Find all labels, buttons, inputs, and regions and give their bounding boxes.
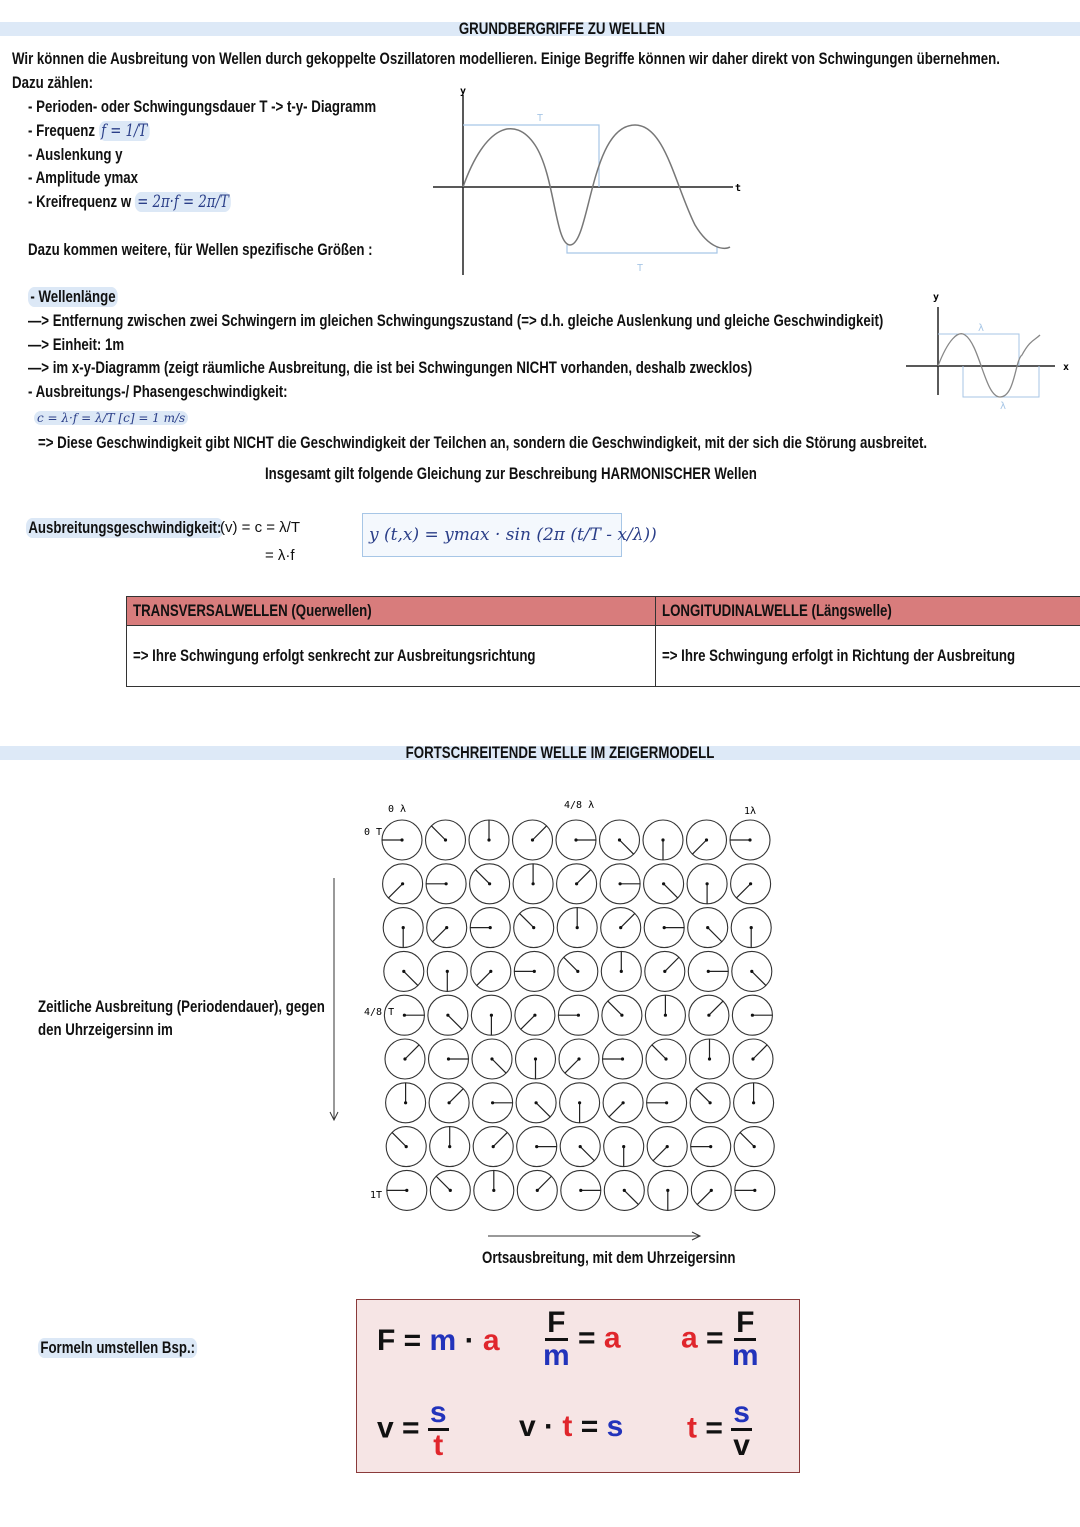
phasor-center — [402, 970, 405, 973]
ausbreitung-heading: - Ausbreitungs-/ Phasengeschwindigkeit: — [28, 382, 288, 401]
phasor-cell — [426, 820, 466, 860]
phasor-center — [578, 1101, 581, 1104]
item-periode: - Perioden- oder Schwingungsdauer T -> t-y- Diagramm — [28, 97, 377, 116]
phasor-center — [492, 1189, 495, 1192]
phasor-pointer — [436, 1176, 450, 1190]
phasor-cell — [472, 1039, 512, 1079]
phasor-cell — [514, 908, 554, 948]
phasor-center — [620, 970, 623, 973]
phasor-cell — [430, 1127, 470, 1167]
phasor-center — [666, 1145, 669, 1148]
xy-lambda-label: λ — [978, 323, 985, 334]
phasor-pointer — [564, 957, 578, 971]
phasor-pointer — [431, 826, 445, 840]
phasor-pointer — [753, 1045, 767, 1059]
phasor-center — [492, 1145, 495, 1148]
phasor-center — [577, 1057, 580, 1060]
ty-x-label: t — [735, 183, 742, 194]
phasor-cell — [560, 1083, 600, 1123]
col-label-0: 0 λ — [388, 804, 407, 815]
phasor-center — [490, 1014, 493, 1017]
phasor-pointer — [665, 957, 679, 971]
item-frequenz: - Frequenz f = 1/T — [28, 121, 150, 141]
diese-text: => Diese Geschwindigkeit gibt NICHT die Geschwindigkeit der Teilchen an, sondern die Geschwindigkeit, mit der sich die Störung ausbreitet. — [38, 433, 928, 452]
table-header-longitudinal: LONGITUDINALWELLE (Längswelle) — [662, 601, 892, 620]
phasor-center — [532, 882, 535, 885]
phasor-pointer — [492, 1059, 506, 1073]
phasor-cell — [690, 1039, 730, 1079]
phasor-cell — [601, 951, 641, 991]
phasor-pointer — [520, 913, 534, 927]
phasor-center — [445, 926, 448, 929]
ty-diagram — [425, 85, 755, 280]
phasor-cell — [558, 951, 598, 991]
formula-box — [356, 1299, 800, 1473]
item-kreisfrequenz: - Kreifrequenz w = 2π·f = 2π/T — [28, 192, 231, 212]
phasor-cell — [734, 1083, 774, 1123]
phasor-cell — [735, 1170, 775, 1210]
phasor-cell — [604, 1170, 644, 1210]
phasor-center — [446, 1014, 449, 1017]
phasor-pointer — [475, 870, 489, 884]
phasor-cell — [600, 864, 640, 904]
phasor-cell — [384, 951, 424, 991]
phasor-center — [753, 1145, 756, 1148]
phasor-cell — [601, 908, 641, 948]
phasor-center — [619, 926, 622, 929]
phasor-cell — [383, 908, 423, 948]
phasor-cell — [645, 995, 685, 1035]
phasor-center — [445, 882, 448, 885]
phasor-cell — [557, 908, 597, 948]
phasor-cell — [690, 1083, 730, 1123]
phasor-center — [707, 970, 710, 973]
phasor-center — [448, 1145, 451, 1148]
item-auslenkung: - Auslenkung y — [28, 145, 123, 164]
xy-x-label: x — [1063, 362, 1070, 373]
phasor-center — [575, 882, 578, 885]
phasor-pointer — [477, 971, 491, 985]
phasor-pointer — [736, 884, 750, 898]
phasor-cell — [430, 1170, 470, 1210]
table-cell-longitudinal: => Ihre Schwingung erfolgt in Richtung der Ausbreitung — [662, 646, 1016, 665]
phasor-cell — [473, 1127, 513, 1167]
phasor-center — [534, 1057, 537, 1060]
phasor-cell — [688, 951, 728, 991]
phasor-cell — [600, 820, 640, 860]
phasor-cell — [382, 820, 422, 860]
phasor-pointer — [624, 1190, 638, 1204]
item-amplitude: - Amplitude ymax — [28, 168, 139, 187]
table-header-transversal: TRANSVERSALWELLEN (Querwellen) — [133, 601, 372, 620]
phasor-pointer — [740, 1132, 754, 1146]
phasor-center — [662, 882, 665, 885]
phasor-cell — [646, 1039, 686, 1079]
phasor-pointer — [653, 1147, 667, 1161]
ausbreitungsgeschwindigkeit-label: Ausbreitungsgeschwindigkeit: — [26, 518, 224, 538]
phasor-center — [710, 1189, 713, 1192]
phasor-cell — [556, 820, 596, 860]
row-label-1: 1T — [370, 1190, 383, 1201]
phasor-pointer — [537, 1176, 551, 1190]
phasor-cell — [643, 820, 683, 860]
xy-diagram — [900, 285, 1080, 410]
phasor-center — [532, 926, 535, 929]
phasor-center — [621, 1057, 624, 1060]
intro-text: Wir können die Ausbreitung von Wellen durch gekoppelte Oszillatoren modellieren. Einige Begriffe können wir daher direkt von Schwingungen übernehmen. — [12, 49, 1000, 68]
phasor-cell — [470, 864, 510, 904]
formula-t-sv: t = $\frac{s}{v}$ — [687, 1396, 750, 1462]
insgesamt-text: Insgesamt gilt folgende Gleichung zur Beschreibung HARMONISCHER Wellen — [265, 464, 757, 483]
phasor-center — [574, 838, 577, 841]
phasor-center — [490, 1057, 493, 1060]
phasor-center — [622, 1145, 625, 1148]
phasor-cell — [516, 1083, 556, 1123]
phasor-center — [535, 1101, 538, 1104]
phasor-cell — [732, 951, 772, 991]
phasor-pointer — [521, 1015, 535, 1029]
phasor-center — [666, 1189, 669, 1192]
col-label-mid: 4/8 λ — [564, 800, 595, 811]
phasor-center — [489, 926, 492, 929]
dazu-text: Dazu zählen: — [12, 73, 94, 92]
phasor-center — [405, 1189, 408, 1192]
phasor-cell — [559, 1039, 599, 1079]
phasor-center — [705, 838, 708, 841]
phasor-cell — [383, 864, 423, 904]
phasor-cell — [428, 995, 468, 1035]
phasor-center — [664, 1057, 667, 1060]
xy-lambda-label-2: λ — [1000, 401, 1007, 410]
phasor-cell — [514, 951, 554, 991]
phasor-center — [401, 882, 404, 885]
phasor-pointer — [752, 971, 766, 985]
phasor-center — [579, 1145, 582, 1148]
phasor-center — [619, 882, 622, 885]
v-equation-2: = λ·f — [265, 547, 295, 564]
phasor-center — [400, 838, 403, 841]
weitere-text: Dazu kommen weitere, für Wellen spezifische Größen : — [28, 240, 373, 259]
phasor-center — [579, 1189, 582, 1192]
phasor-pointer — [697, 1190, 711, 1204]
phasor-center — [448, 1101, 451, 1104]
phasor-pointer — [652, 1045, 666, 1059]
phasor-cell — [427, 951, 467, 991]
phasor-cell — [471, 995, 511, 1035]
phasor-center — [706, 882, 709, 885]
phasor-cell — [688, 908, 728, 948]
phasor-cell — [429, 1083, 469, 1123]
phasor-pointer — [565, 1059, 579, 1073]
section-title: GRUNDBERGRIFFE ZU WELLEN — [458, 19, 666, 38]
phasor-center — [405, 1145, 408, 1148]
phasor-center — [709, 1101, 712, 1104]
phasor-center — [709, 1145, 712, 1148]
phasor-pointer — [664, 884, 678, 898]
phasor-cell — [603, 1039, 643, 1079]
phasor-center — [623, 1189, 626, 1192]
phasor-pointer — [493, 1132, 507, 1146]
phasor-pointer — [696, 1089, 710, 1103]
phasor-center — [665, 1101, 668, 1104]
phasor-cell — [691, 1127, 731, 1167]
phasor-center — [533, 970, 536, 973]
phasor-pointer — [709, 1001, 723, 1015]
phasor-cell — [385, 1039, 425, 1079]
wave-types-table — [126, 596, 1080, 687]
xy-y-label: y — [933, 292, 940, 303]
formula-v-st: v = $\frac{s}{t}$ — [377, 1396, 447, 1462]
phasor-pointer — [580, 1147, 594, 1161]
formula-vt-s: v · t = s — [519, 1410, 624, 1443]
phasor-cell — [691, 1170, 731, 1210]
phasor-center — [536, 1189, 539, 1192]
phasor-center — [750, 970, 753, 973]
phasor-pointer — [449, 1089, 463, 1103]
phasor-center — [622, 1101, 625, 1104]
phasor-center — [752, 1101, 755, 1104]
phasor-center — [751, 1014, 754, 1017]
ty-period-label: T — [537, 113, 544, 124]
phasor-center — [664, 1014, 667, 1017]
phasor-center — [753, 1189, 756, 1192]
phasor-center — [663, 970, 666, 973]
phasor-pointer — [433, 928, 447, 942]
time-text-1: Zeitliche Ausbreitung (Periodendauer), gegen — [38, 997, 325, 1016]
phasor-cell — [734, 1127, 774, 1167]
phasor-center — [489, 970, 492, 973]
phasor-cell — [426, 864, 466, 904]
phasor-cell — [687, 864, 727, 904]
phasor-center — [491, 1101, 494, 1104]
phasor-center — [404, 1101, 407, 1104]
phasor-center — [749, 882, 752, 885]
phasor-cell — [560, 1127, 600, 1167]
phasor-center — [447, 1057, 450, 1060]
phasor-center — [444, 838, 447, 841]
phasor-center — [708, 1057, 711, 1060]
phasor-pointer — [536, 1103, 550, 1117]
phasor-cell — [470, 908, 510, 948]
phasor-pointer — [392, 1132, 406, 1146]
phasor-cell — [732, 995, 772, 1035]
v-equation-1: (v) = c = λ/T — [220, 519, 301, 536]
c-formula: c = λ·f = λ/T [c] = 1 m/s — [34, 411, 188, 425]
phasor-cell — [648, 1170, 688, 1210]
space-text: Ortsausbreitung, mit dem Uhrzeigersinn — [482, 1248, 736, 1267]
phasor-center — [618, 838, 621, 841]
table-cell-transversal: => Ihre Schwingung erfolgt senkrecht zur Ausbreitungsrichtung — [133, 646, 536, 665]
phasor-cell — [429, 1039, 469, 1079]
wellenlaenge-line-3: —> im x-y-Diagramm (zeigt räumliche Ausbreitung, die ist bei Schwingungen NICHT vorhanden, deshalb zwecklos) — [28, 358, 753, 377]
phasor-center — [449, 1189, 452, 1192]
row-label-0: 0 T — [364, 827, 383, 838]
phasor-cell — [561, 1170, 601, 1210]
phasor-cell — [387, 1170, 427, 1210]
phasor-cell — [644, 864, 684, 904]
phasor-pointer — [404, 971, 418, 985]
formula-f-ma: F = m · a — [377, 1324, 500, 1357]
phasor-cell — [557, 864, 597, 904]
wellenlaenge-line-2: —> Einheit: 1m — [28, 335, 125, 354]
phasor-cell — [427, 908, 467, 948]
phasor-pointer — [621, 913, 635, 927]
wellenlaenge-line-1: —> Entfernung zwischen zwei Schwingern im gleichen Schwingungszustand (=> d.h. gleiche Auslenkung und gleiche Geschwindigkeit) — [28, 311, 884, 330]
phasor-cell — [513, 864, 553, 904]
ty-y-label: y — [460, 86, 467, 97]
phasor-center — [402, 926, 405, 929]
phasor-pointer — [388, 884, 402, 898]
phasor-center — [535, 1145, 538, 1148]
phasor-cell — [647, 1083, 687, 1123]
phasor-cell — [644, 908, 684, 948]
phasor-center — [531, 838, 534, 841]
phasor-center — [707, 1014, 710, 1017]
phasor-cell — [473, 1083, 513, 1123]
phasor-center — [577, 1014, 580, 1017]
phasor-cell — [471, 951, 511, 991]
phasor-grid — [320, 790, 800, 1260]
phasor-center — [488, 882, 491, 885]
phasor-cell — [515, 995, 555, 1035]
phasor-center — [403, 1057, 406, 1060]
phasor-cell — [647, 1127, 687, 1167]
phasor-center — [576, 926, 579, 929]
phasor-pointer — [620, 840, 634, 854]
phasor-center — [533, 1014, 536, 1017]
ty-period-label-2: T — [637, 263, 644, 274]
phasor-cell — [731, 864, 771, 904]
time-text-2: den Uhrzeigersinn im — [38, 1020, 173, 1039]
phasor-cell — [689, 995, 729, 1035]
phasor-pointer — [448, 1015, 462, 1029]
phasor-cell — [687, 820, 727, 860]
phasor-cell — [386, 1083, 426, 1123]
phasor-center — [487, 838, 490, 841]
phasor-cell — [474, 1170, 514, 1210]
formeln-label: Formeln umstellen Bsp.: — [38, 1338, 197, 1358]
phasor-cell — [602, 995, 642, 1035]
phasor-cell — [517, 1170, 557, 1210]
phasor-cell — [645, 951, 685, 991]
phasor-center — [661, 838, 664, 841]
phasor-cell — [604, 1127, 644, 1167]
phasor-pointer — [405, 1045, 419, 1059]
phasor-pointer — [708, 928, 722, 942]
formula-a-eq: a = $\frac{F}{m}$ — [681, 1306, 759, 1372]
row-label-mid: 4/8 T — [364, 1007, 395, 1018]
phasor-pointer — [692, 840, 706, 854]
phasor-cell — [513, 820, 553, 860]
col-label-1: 1λ — [744, 806, 757, 817]
phasor-center — [750, 926, 753, 929]
phasor-pointer — [533, 826, 547, 840]
phasor-cell — [730, 820, 770, 860]
phasor-pointer — [577, 870, 591, 884]
phasor-center — [446, 970, 449, 973]
phasor-center — [620, 1014, 623, 1017]
formula-a-fm: $\frac{F}{m}$ = a — [543, 1306, 621, 1372]
section-title-2: FORTSCHREITENDE WELLE IM ZEIGERMODELL — [405, 743, 715, 762]
phasor-pointer — [608, 1001, 622, 1015]
phasor-cell — [517, 1127, 557, 1167]
phasor-cell — [731, 908, 771, 948]
phasor-center — [706, 926, 709, 929]
phasor-cell — [558, 995, 598, 1035]
phasor-cell — [516, 1039, 556, 1079]
phasor-cell — [603, 1083, 643, 1123]
phasor-cell — [386, 1127, 426, 1167]
wellenlaenge-heading: - Wellenlänge — [28, 287, 118, 307]
phasor-center — [751, 1057, 754, 1060]
phasor-center — [748, 838, 751, 841]
phasor-cell — [733, 1039, 773, 1079]
wave-equation-box: y (t,x) = ymax · sin (2π (t/T - x/λ)) — [362, 513, 622, 557]
phasor-pointer — [609, 1103, 623, 1117]
phasor-center — [663, 926, 666, 929]
phasor-center — [576, 970, 579, 973]
phasor-cell — [469, 820, 509, 860]
